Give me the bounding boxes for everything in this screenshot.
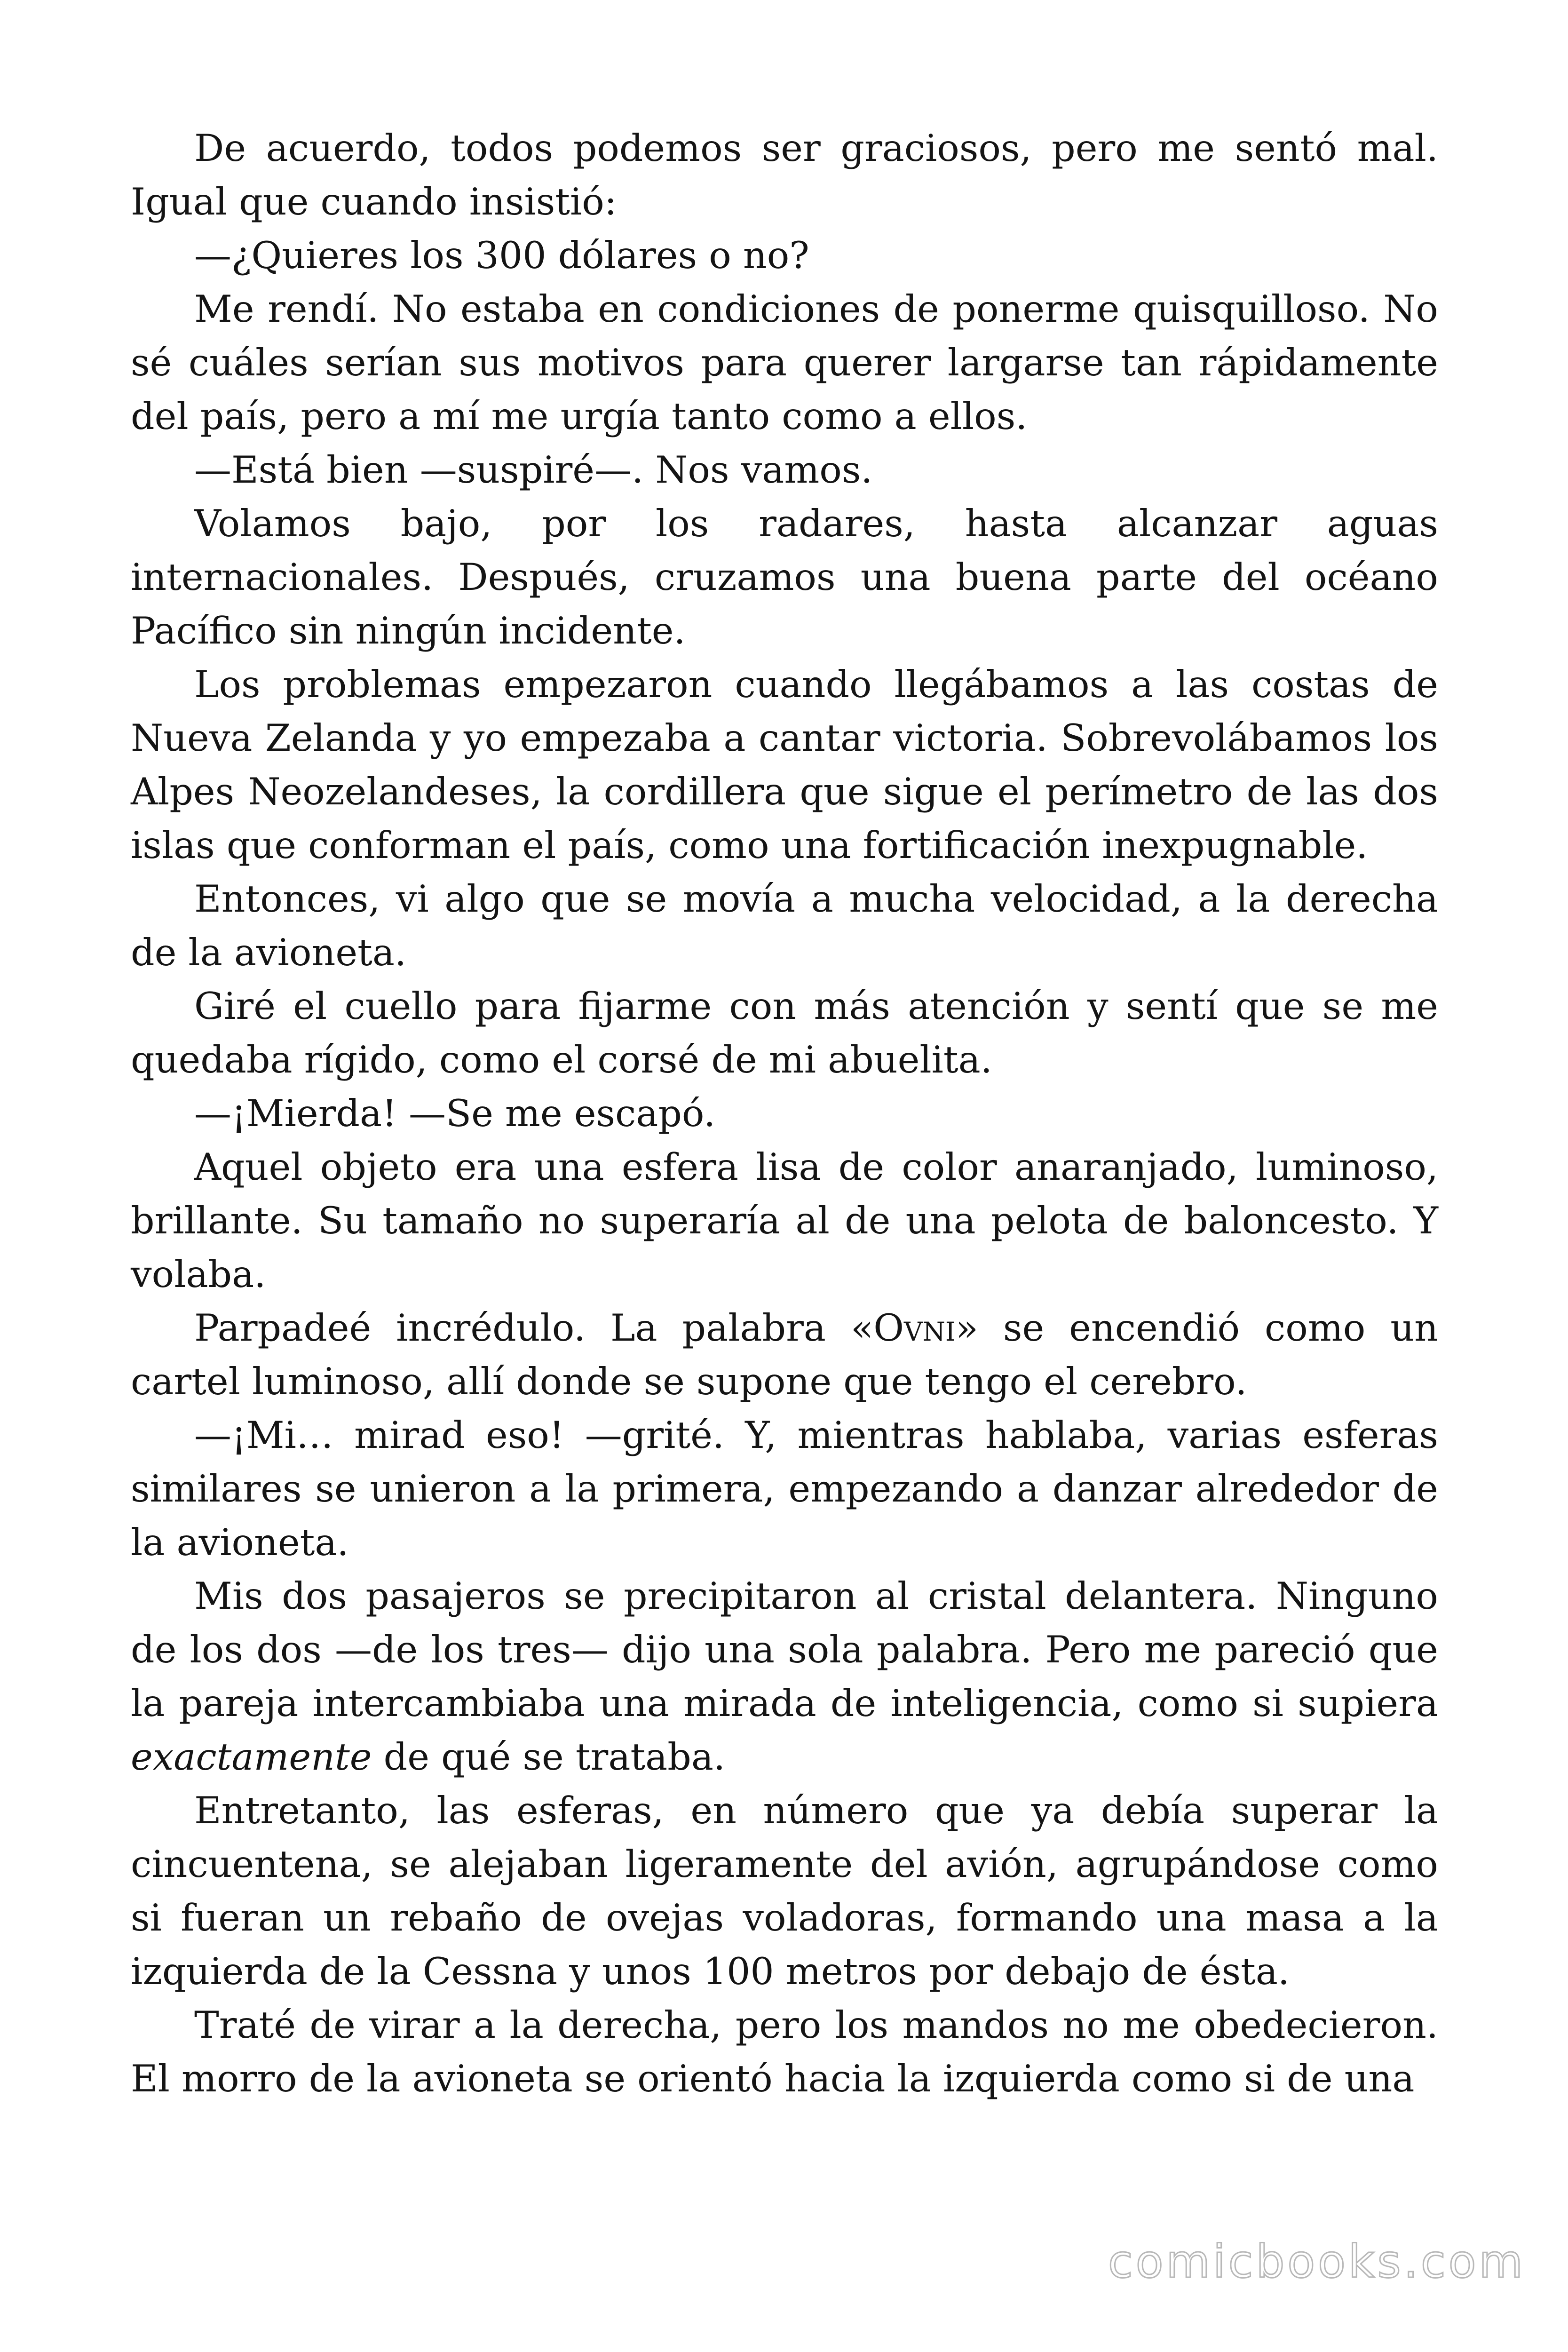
paragraph-6: Los problemas empezaron cuando llegábamos a las costas de Nueva Zelanda y yo empezaba a cantar victoria. Sobrevolábamos los Alpes Neozelandeses, la cordillera que sigue el perímetro de las dos islas que conforman el país, como una fortificación inexpugnable. bbox=[131, 663, 1438, 867]
watermark: comicbooks.com bbox=[1108, 2235, 1526, 2288]
paragraph-3: Me rendí. No estaba en condiciones de ponerme quisquilloso. No sé cuáles serían sus motivos para querer largarse tan rápidamente del país, pero a mí me urgía tanto como a ellos. bbox=[131, 287, 1438, 438]
exactamente-italic: exactamente bbox=[131, 1735, 372, 1779]
paragraph-13-after: de qué se trataba. bbox=[372, 1735, 726, 1779]
paragraph-4: —Está bien —suspiré—. Nos vamos. bbox=[194, 448, 873, 492]
paragraph-12: —¡Mi… mirad eso! —grité. Y, mientras hablaba, varias esferas similares se unieron a la primera, empezando a danzar alrededor de la avioneta. bbox=[131, 1414, 1438, 1564]
paragraph-9: —¡Mierda! —Se me escapó. bbox=[194, 1092, 716, 1135]
ovni-smallcaps: Ovni bbox=[873, 1306, 956, 1350]
paragraph-2: —¿Quieres los 300 dólares o no? bbox=[194, 234, 809, 277]
paragraph-7: Entonces, vi algo que se movía a mucha velocidad, a la derecha de la avioneta. bbox=[131, 877, 1438, 974]
paragraph-13 bbox=[131, 1569, 1438, 1784]
paragraph-1: De acuerdo, todos podemos ser graciosos, pero me sentó mal. Igual que cuando insistió: bbox=[131, 127, 1438, 223]
book-page-text bbox=[131, 121, 1438, 2106]
paragraph-14: Entretanto, las esferas, en número que ya debía superar la cincuentena, se alejaban ligeramente del avión, agrupándose como si fueran un rebaño de ovejas voladoras, formando una masa a la izquierda de la Cessna y unos 100 metros por debajo de ésta. bbox=[131, 1789, 1438, 1993]
paragraph-15: Traté de virar a la derecha, pero los mandos no me obedecieron. El morro de la avioneta se orientó hacia la izquierda como si de una bbox=[131, 2003, 1438, 2100]
paragraph-10: Aquel objeto era una esfera lisa de color anaranjado, luminoso, brillante. Su tamaño no superaría al de una pelota de baloncesto. Y volaba. bbox=[131, 1145, 1438, 1296]
paragraph-11-after: » se encendió como un cartel luminoso, allí donde se supone que tengo el cerebro. bbox=[131, 1306, 1438, 1403]
paragraph-5: Volamos bajo, por los radares, hasta alcanzar aguas internacionales. Después, cruzamos una buena parte del océano Pacífico sin ningún incidente. bbox=[131, 502, 1438, 652]
paragraph-13-before: Mis dos pasajeros se precipitaron al cristal delantera. Ninguno de los dos —de los tres— dijo una sola palabra. Pero me pareció que la pareja intercambiaba una mirada de inteligencia, como si supiera bbox=[131, 1574, 1438, 1725]
paragraph-8: Giré el cuello para fijarme con más atención y sentí que se me quedaba rígido, como el corsé de mi abuelita. bbox=[131, 985, 1438, 1081]
paragraph-11 bbox=[131, 1301, 1438, 1408]
paragraph-11-before: Parpadeé incrédulo. La palabra « bbox=[194, 1306, 874, 1350]
